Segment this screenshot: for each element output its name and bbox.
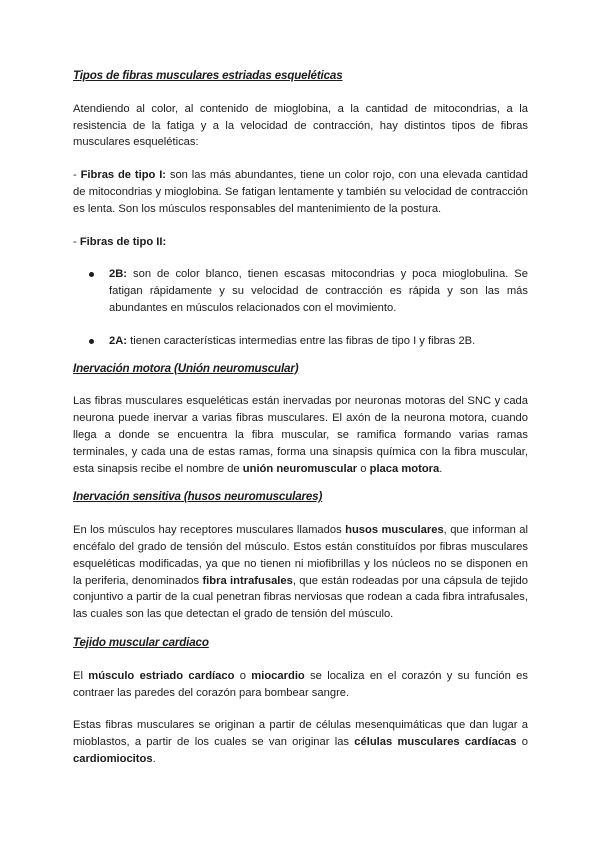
bullet-2b: 2B: son de color blanco, tienen escasas mitocondrias y poca mioglobulina. Se fatigan rápidamente y su velocidad de contracción es rápida y son las más abundantes en músculos relacionados con el movimiento. <box>73 266 528 316</box>
fiber-types-intro: Atendiendo al color, al contenido de mioglobina, a la cantidad de mitocondrias, a la resistencia de la fatiga y a la velocidad de contracción, hay distintos tipos de fibras musculares esqueléticas: <box>73 102 528 149</box>
bullet-2a: 2A: tienen características intermedias entre las fibras de tipo I y fibras 2B. <box>73 333 528 350</box>
type-2-bullet-list <box>73 266 528 349</box>
type-2-heading: - Fibras de tipo II: <box>73 235 167 248</box>
section-title-fiber-types: Tipos de fibras musculares estriadas esqueléticas <box>73 69 343 82</box>
cardiac-paragraph-2: Estas fibras musculares se originan a partir de células mesenquimáticas que dan lugar a mioblastos, a partir de los cuales se van originar las células musculares cardíacas o cardiomiocitos. <box>73 719 528 765</box>
section-title-cardiac-tissue: Tejido muscular cardiaco <box>73 635 209 649</box>
type-1-label: Fibras de tipo I: <box>80 169 167 182</box>
cardiac-paragraph-1: El músculo estriado cardíaco o miocardio se localiza en el corazón y su función es contraer las paredes del corazón para bombear sangre. <box>73 669 528 699</box>
type-2-label: Fibras de tipo II: <box>79 235 167 248</box>
motor-innervation-paragraph: Las fibras musculares esqueléticas están inervadas por neuronas motoras del SNC y cada neurona puede inervar a varias fibras musculares. El axón de la neurona motora, cuando llega a donde se encuentra la fibra muscular, se ramifica formando varias ramas terminales, y cada una de estas ramas, forma una sinapsis química con la fibra muscular, esta sinapsis recibe el nombre de unión neuromuscular o placa motora. <box>73 395 528 475</box>
type-1-paragraph: - Fibras de tipo I: son las más abundantes, tiene un color rojo, con una elevada cantidad de mitocondrias y mioglobina. Se fatigan lentamente y también su velocidad de contracción es lenta. Son los músculos responsables del mantenimiento de la postura. <box>73 169 528 215</box>
section-title-motor-innervation: Inervación motora (Unión neuromuscular) <box>73 361 299 375</box>
section-title-sensory-innervation: Inervación sensitiva (husos neuromusculares) <box>73 490 323 504</box>
sensory-innervation-paragraph: En los músculos hay receptores musculares llamados husos musculares, que informan al encéfalo del grado de tensión del músculo. Estos están constituídos por fibras musculares esqueléticas modificadas, ya que no tienen ni miofibrillas y los núcleos no se disponen en la periferia, denominados fibra intrafusales, que están rodeadas por una cápsula de tejido conjuntivo a partir de la cual penetran fibras nerviosas que rodean a cada fibra intrafusales, las cuales son las que detectan el grado de tensión del músculo. <box>73 524 528 621</box>
